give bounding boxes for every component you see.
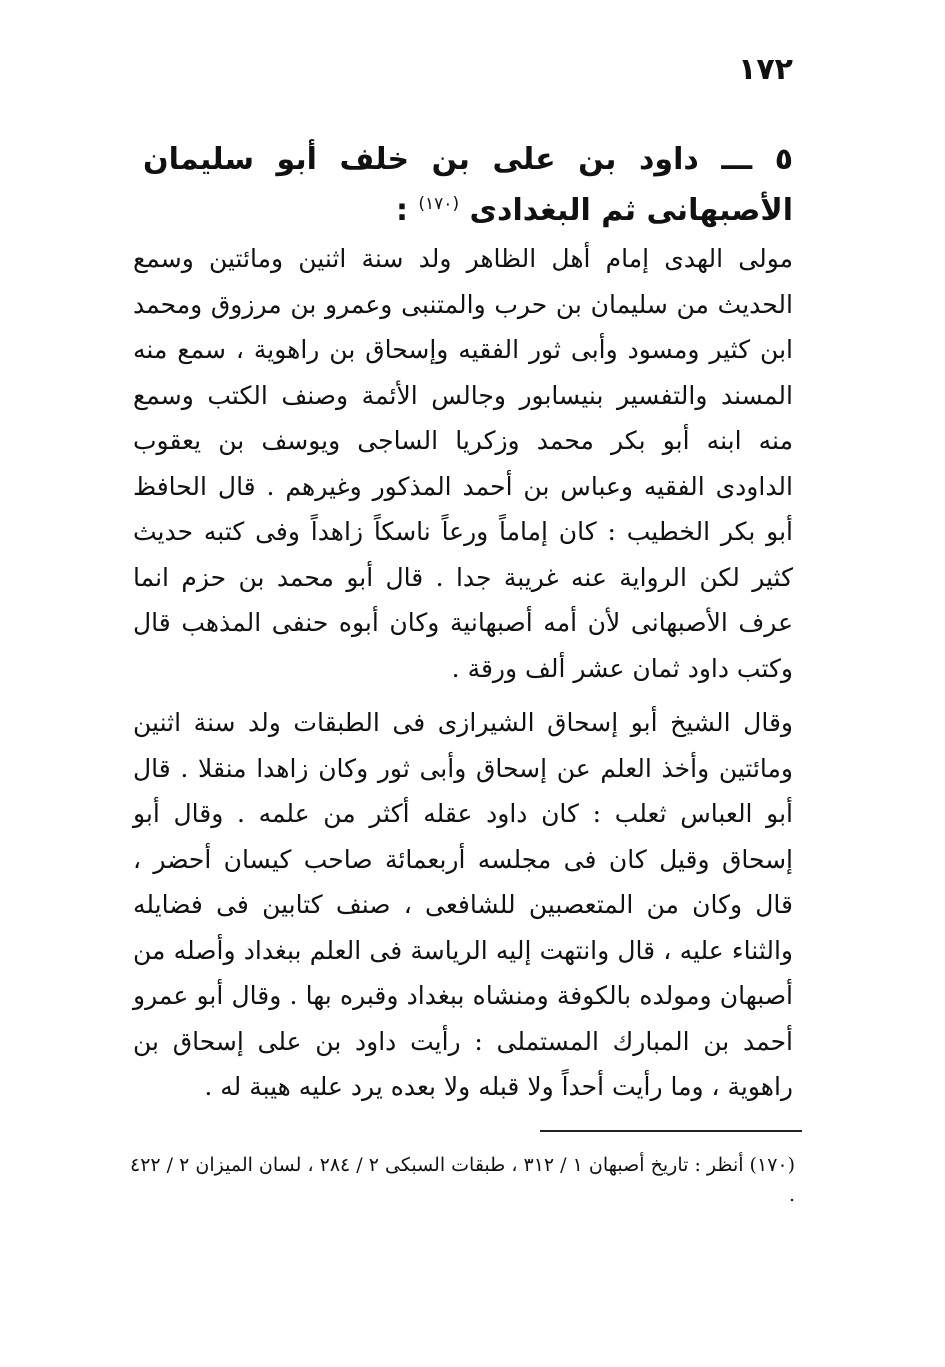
entry-heading-colon: : [395,193,408,228]
footnote: (١٧٠) أنظر : تاريخ أصبهان ١ / ٣١٢ ، طبقات السبكى ٢ / ٢٨٤ ، لسان الميزان ٢ / ٤٢٢ . [130,1154,796,1206]
body-paragraph-1: مولى الهدى إمام أهل الظاهر ولد سنة اثنين ومائتين وسمع الحديث من سليمان بن حرب والمتنبى وعمرو بن مرزوق ومحمد ابن كثير ومسود وأبى ثور الفقيه وإسحاق بن راهوية ، سمع منه المسند والتفسير بنيسابور وجالس الأئمة وصنف الكتب وسمع منه ابنه أبو بكر محمد وزكريا الساجى ويوسف بن يعقوب الداودى الفقيه وعباس بن أحمد المذكور وغيرهم . قال الحافظ أبو بكر الخطيب : كان إماماً ورعاً ناسكاً زاهداً وفى كتبه حديث كثير لكن الرواية عنه غريبة جدا . قال أبو محمد بن حزم انما عرف الأصبهانى لأن أمه أصبهانية وكان أبوه حنفى المذهب قال وكتب داود ثمان عشر ألف ورقة . [133,244,793,683]
page-number: ١٧٢ [738,52,793,87]
body-paragraph-2: وقال الشيخ أبو إسحاق الشيرازى فى الطبقات ولد سنة اثنين ومائتين وأخذ العلم عن إسحاق وأبى ثور وكان زاهدا منقلا . قال أبو العباس ثعلب : كان داود عقله أكثر من علمه . وقال أبو إسحاق وقيل كان فى مجلسه أربعمائة صاحب كيسان أحضر ، قال وكان من المتعصبين للشافعى ، صنف كتابين فى فضايله والثناء عليه ، قال وانتهت إليه الرياسة فى العلم ببغداد وأصله من أصبهان ومولده بالكوفة ومنشاه ببغداد وقبره بها . وقال أبو عمرو أحمد بن المبارك المستملى : رأيت داود بن على إسحاق بن راهوية ، وما رأيت أحداً ولا قبله ولا بعده يرد عليه هيبة له . [133,708,793,1101]
entry-heading [143,138,793,233]
entry-heading-text: ٥ ـــ داود بن على بن خلف أبو سليمان الأصبهانى ثم البغدادى [143,142,793,228]
footnote-reference: (١٧٠) [418,194,460,214]
footnote-divider [540,1130,802,1132]
